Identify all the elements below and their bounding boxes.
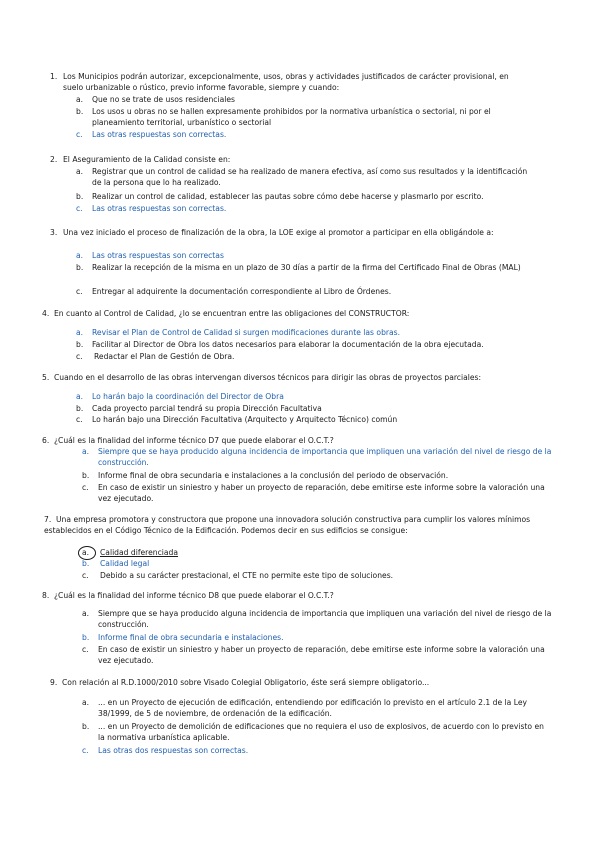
question-number: 3. (50, 228, 58, 237)
question-number: 5. (42, 373, 50, 382)
question-number: 1. (50, 72, 58, 81)
question-text: Con relación al R.D.1000/2010 sobre Visado Colegial Obligatorio, éste será siempre obligatorio... (62, 678, 430, 687)
question-number: 7. (44, 515, 52, 524)
question-number: 9. (50, 678, 58, 687)
question-text: Cuando en el desarrollo de las obras intervengan diversos técnicos para dirigir las obras de proyectos parciales: (54, 373, 482, 382)
question-text: ¿Cuál es la finalidad del informe técnico D7 que puede elaborar el O.C.T.? (54, 436, 334, 445)
question-number: 8. (42, 591, 50, 600)
question-text: En cuanto al Control de Calidad, ¿lo se encuentran entre las obligaciones del CONSTRUCTOR: (54, 309, 410, 318)
question-text: El Aseguramiento de la Calidad consiste en: (63, 155, 231, 164)
question-number: 4. (42, 309, 50, 318)
question-number: 6. (42, 436, 50, 445)
question-number: 2. (50, 155, 58, 164)
question-text: Una vez iniciado el proceso de finalización de la obra, la LOE exige al promotor a participar en ella obligándole a: (63, 228, 494, 237)
question-text: Una empresa promotora y constructora que propone una innovadora solución constructiva para cumplir los valores mínimos establecidos en el Código Técnico de la Edificación. Podemos decir en sus edificios se consigue: (44, 515, 531, 535)
document-page: 1. Los Municipios podrán autorizar, excepcionalmente, usos, obras y actividades justificados de carácter provisional, en suelo urbanizable o rústico, previo informe favorable, siempre y cuando: a. Que no se trate de usos residenciales b. Los usos u obras no se hallen expresamente prohibidos por la normativa urbanística o sectorial, ni por el planeamiento territorial, urbanístico o sectorial c. Las otras respuestas son correctas. 2. El Aseguramiento de la Calidad consiste en: a. Registrar que un control de calidad se ha realizado de manera efectiva, así como sus resultados y la identificación de la persona que lo ha realizado. b. Realizar un control de calidad, establecer las pautas sobre cómo debe hacerse y plasmarlo por escrito. c. Las otras respuestas son correctas. 3. Una vez iniciado el proceso de finalización de la obra, la LOE exige al promotor a participar en ella obligándole a: a. Las otras respuestas son correctas b. Realizar la recepción de la misma en un plazo de 30 días a partir de la firma del Certificado Final de Obras (MAL) c. Entregar al adquirente la documentación correspondiente al Libro de Órdenes. 4. En cuanto al Control de Calidad, ¿lo se encuentran entre las obligaciones del CONSTRUCTOR: a. Revisar el Plan de Control de Calidad si surgen modificaciones durante las obras. b. Facilitar al Director de Obra los datos necesarios para elaborar la documentación de la obra ejecutada. c. Redactar el Plan de Gestión de Obra. 5. Cuando en el desarrollo de las obras intervengan diversos técnicos para dirigir las obras de proyectos parciales: a. Lo harán bajo la coordinación del Director de Obra b. Cada proyecto parcial tendrá su propia Dirección Facultativa c. Lo harán bajo una Dirección Facultativa (Arquitecto y Arquitecto Técnico) común 6. ¿Cuál es la finalidad del informe técnico D7 que puede elaborar el O.C.T.? a. Siempre que se haya producido alguna incidencia de importancia que impliquen una variación del nivel de riesgo de la construcción. b. Informe final de obra secundaria e instalaciones a la conclusión del periodo de observación. c. En caso de existir un siniestro y haber un proyecto de reparación, debe emitirse este informe sobre la valoración una vez ejecutado. 7. Una empresa promotora y constructora que propone una innovadora solución constructiva para cumplir los valores mínimos establecidos en el Código Técnico de la Edificación. Podemos decir en sus edificios se consigue: a. Calidad diferenciada b. Calidad legal c. Debido a su carácter prestacional, el CTE no permite este tipo de soluciones. 8. ¿Cuál es la finalidad del informe técnico D8 que puede elaborar el O.C.T.? a. Siempre que se haya producido alguna incidencia de importancia que impliquen una variación del nivel de riesgo de la construcción. b. Informe final de obra secundaria e instalaciones. c. En caso de existir un siniestro y haber un proyecto de reparación, debe emitirse este informe sobre la valoración una vez ejecutado. 9. Con relación al R.D.1000/2010 sobre Visado Colegial Obligatorio, éste será siempre obligatorio... a. ... en un Proyecto de ejecución de edificación, entendiendo por edificación lo previsto en el artículo 2.1 de la Ley 38/1999, de 5 de noviembre, de ordenación de la edificación. b. ... en un Proyecto de demolición de edificaciones que no requiera el uso de explosivos, de acuerdo con lo previsto en la normativa urbanística aplicable. c. Las otras dos respuestas son correctas. (0, 0, 600, 848)
question-text: Los Municipios podrán autorizar, excepcionalmente, usos, obras y actividades justificados de carácter provisional, en suelo urbanizable o rústico, previo informe favorable, siempre y cuando: (63, 72, 509, 92)
question-text: ¿Cuál es la finalidad del informe técnico D8 que puede elaborar el O.C.T.? (54, 591, 334, 600)
